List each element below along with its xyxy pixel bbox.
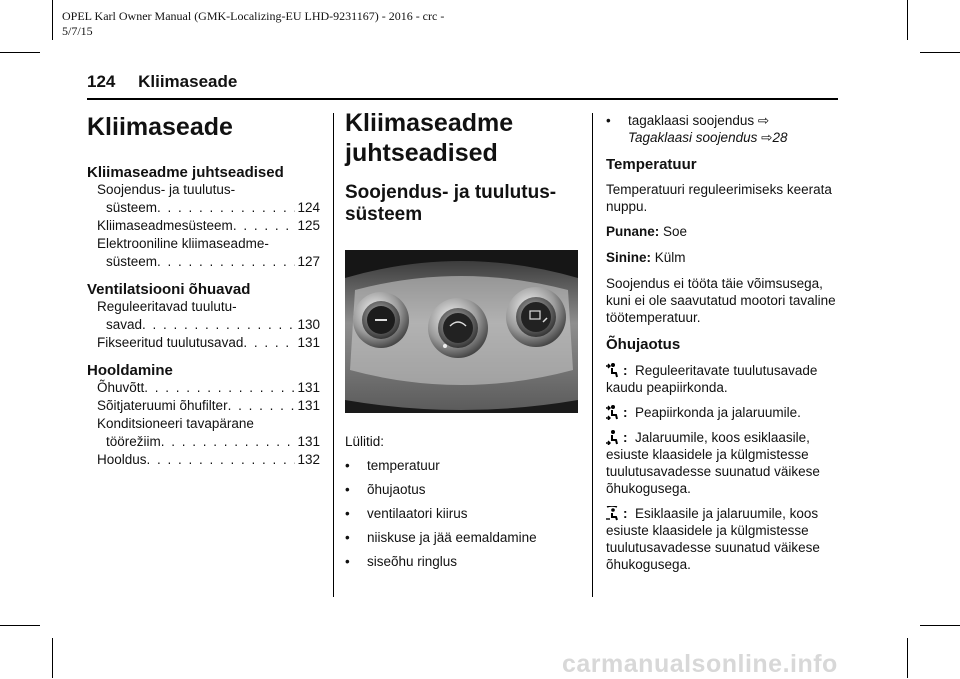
- reference-arrow-icon: ⇨: [757, 113, 770, 128]
- toc-entry[interactable]: süsteem . . . 124: [87, 199, 320, 217]
- crop-mark: [920, 52, 960, 53]
- document-header: [62, 9, 502, 39]
- toc-column: [87, 110, 320, 469]
- windshield-floor-icon: [606, 506, 619, 521]
- switches-label: Lülitid:: [345, 434, 385, 449]
- head-vent-icon: [606, 363, 619, 378]
- air-distribution-item: : Jalaruumile, koos esiklaasile, esiuste klaasidele ja külgmistesse tuulutusavadesse suunatud väikese õhukogusega.: [606, 430, 820, 496]
- crop-mark: [0, 625, 40, 626]
- toc-entry[interactable]: Fikseeritud tuulutusavad . . . 131: [87, 334, 320, 352]
- page-title: Kliimaseade: [138, 72, 238, 91]
- toc-entry-line: Reguleeritavad tuulutu-: [97, 299, 237, 314]
- toc-entry[interactable]: süsteem . . . 127: [87, 253, 320, 271]
- list-item: • tagaklaasi soojendus ⇨ Tagaklaasi soojendus ⇨28: [606, 113, 788, 145]
- climate-control-panel-image: [345, 250, 578, 413]
- chapter-title: Kliimaseade: [87, 113, 233, 141]
- watermark: carmanualsonline.info: [562, 650, 838, 678]
- toc-section-heading: Ventilatsiooni õhuavad: [87, 281, 251, 298]
- toc-entry[interactable]: töörežiim . . . 131: [87, 433, 320, 451]
- toc-entry-line: Konditsioneeri tavapärane: [97, 416, 254, 431]
- paragraph: Sinine: Külm: [606, 250, 686, 265]
- toc-entry[interactable]: Kliimaseadmesüsteem . . . 125: [87, 217, 320, 235]
- section-title: Kliimaseadme juhtseadised: [345, 109, 514, 167]
- column-divider: [333, 113, 334, 597]
- crop-mark: [0, 52, 40, 53]
- crop-mark: [907, 638, 908, 678]
- toc-entry[interactable]: Sõitjateruumi õhufilter . . . 131: [87, 397, 320, 415]
- toc-list: [87, 379, 320, 469]
- content-column: [606, 112, 842, 573]
- switch-list: [345, 457, 580, 570]
- list-item: • siseõhu ringlus: [345, 554, 458, 569]
- header-date: 5/7/15: [62, 24, 93, 38]
- list-item: • temperatuur: [345, 458, 440, 473]
- toc-section-heading: Hooldamine: [87, 362, 173, 379]
- air-distribution-item: : Peapiirkonda ja jalaruumile.: [606, 404, 842, 421]
- list-item: • ventilaatori kiirus: [345, 506, 468, 521]
- toc-entry[interactable]: savad . . . 130: [87, 316, 320, 334]
- reference-arrow-icon: ⇨: [761, 130, 773, 145]
- toc-section-heading: Kliimaseadme juhtseadised: [87, 164, 284, 181]
- toc-entry-line: Soojendus- ja tuulutus-: [97, 182, 236, 197]
- toc-entry-line: Elektrooniline kliimaseadme-: [97, 236, 269, 251]
- paragraph: Soojendus ei tööta täie võimsusega, kuni ei ole saavutatud mootori tavaline töötemperatuur.: [606, 276, 836, 325]
- toc-list: [87, 181, 320, 271]
- header-rule: [87, 98, 838, 100]
- toc-entry[interactable]: Õhuvõtt . . . 131: [87, 379, 320, 397]
- subsection-title: Soojendus- ja tuulutus- süsteem: [345, 182, 557, 225]
- air-distribution-item: : Esiklaasile ja jalaruumile, koos esiuste klaasidele ja külgmistesse tuulutusavadesse suunatud väikese õhukogusega.: [606, 506, 820, 572]
- floor-vent-icon: [606, 430, 619, 445]
- page-number: 124: [87, 72, 116, 91]
- page-heading: [87, 72, 237, 92]
- crop-mark: [920, 625, 960, 626]
- list-item: • niiskuse ja jää eemaldamine: [345, 530, 537, 545]
- toc-list: [87, 298, 320, 352]
- toc-entry[interactable]: Hooldus . . . 132: [87, 451, 320, 469]
- content-column: [345, 108, 580, 570]
- paragraph: Temperatuuri reguleerimiseks keerata nuppu.: [606, 182, 832, 214]
- crop-mark: [52, 0, 53, 40]
- cross-reference[interactable]: Tagaklaasi soojendus ⇨28: [628, 130, 788, 145]
- air-distribution-item: : Reguleeritavate tuulutusavade kaudu peapiirkonda.: [606, 363, 818, 395]
- subsection-heading: Temperatuur: [606, 156, 697, 173]
- crop-mark: [52, 638, 53, 678]
- list-item: • õhujaotus: [345, 482, 426, 497]
- header-line: OPEL Karl Owner Manual (GMK-Localizing-EU LHD-9231167) - 2016 - crc -: [62, 9, 445, 23]
- crop-mark: [907, 0, 908, 40]
- head-floor-vent-icon: [606, 405, 619, 420]
- column-divider: [592, 113, 593, 597]
- paragraph: Punane: Soe: [606, 224, 688, 239]
- subsection-heading: Õhujaotus: [606, 336, 681, 353]
